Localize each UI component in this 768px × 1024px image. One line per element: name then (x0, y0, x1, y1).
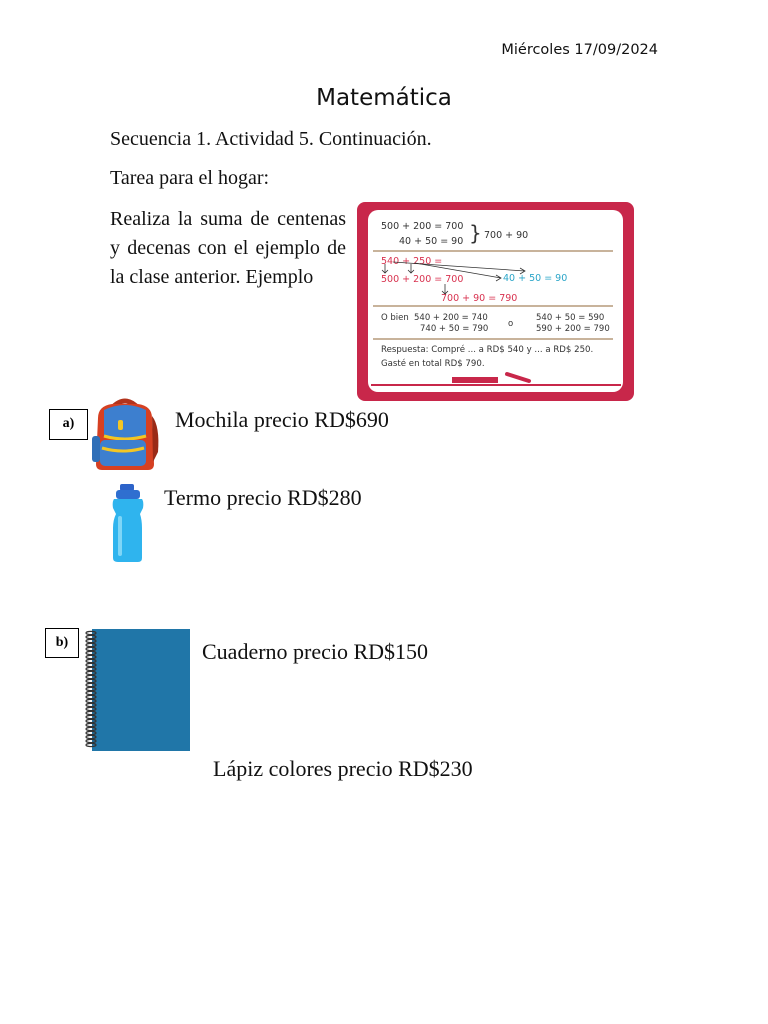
example-step3: 700 + 90 = 790 (441, 293, 518, 304)
example-line2: 40 + 50 = 90 (399, 236, 464, 247)
item-cuaderno-price: Cuaderno precio RD$150 (202, 639, 429, 664)
board-eraser (452, 377, 498, 383)
activity-subtitle: Secuencia 1. Actividad 5. Continuación. (110, 128, 432, 150)
example-step1: 540 + 250 = (381, 256, 443, 267)
example-brace-result: 700 + 90 (484, 230, 529, 241)
example-line1: 500 + 200 = 700 (381, 221, 464, 232)
example-board-image (357, 202, 634, 401)
section-label-a: a) (49, 409, 88, 440)
instructions-paragraph: Realiza la suma de centenas y decenas con el ejemplo de la clase anterior. Ejemplo (110, 208, 346, 288)
item-lapiz-price: Lápiz colores precio RD$230 (213, 756, 473, 781)
page-title: Matemática (316, 85, 452, 111)
item-mochila-price: Mochila precio RD$690 (175, 407, 389, 432)
water-bottle-image (108, 482, 148, 564)
example-alt2-b: 590 + 200 = 790 (536, 324, 610, 334)
date-text: Miércoles 17/09/2024 (501, 42, 658, 58)
example-alt-or: o (508, 319, 514, 329)
example-alt1-a: 540 + 200 = 740 (414, 313, 488, 323)
backpack-image (90, 396, 160, 472)
notebook-image (84, 629, 192, 752)
section-label-b: b) (45, 628, 79, 658)
example-brace: } (469, 221, 482, 245)
example-step2-left: 500 + 200 = 700 (381, 274, 464, 285)
homework-heading: Tarea para el hogar: (110, 167, 270, 189)
example-alt2-a: 540 + 50 = 590 (536, 313, 605, 323)
example-answer1: Respuesta: Compré ... a RD$ 540 y ... a RD$ 250. (381, 345, 594, 355)
example-step2-right: 40 + 50 = 90 (503, 273, 568, 284)
item-termo-price: Termo precio RD$280 (164, 485, 362, 510)
example-alt-label: O bien (381, 313, 409, 323)
example-answer2: Gasté en total RD$ 790. (381, 359, 485, 369)
example-alt1-b: 740 + 50 = 790 (420, 324, 489, 334)
